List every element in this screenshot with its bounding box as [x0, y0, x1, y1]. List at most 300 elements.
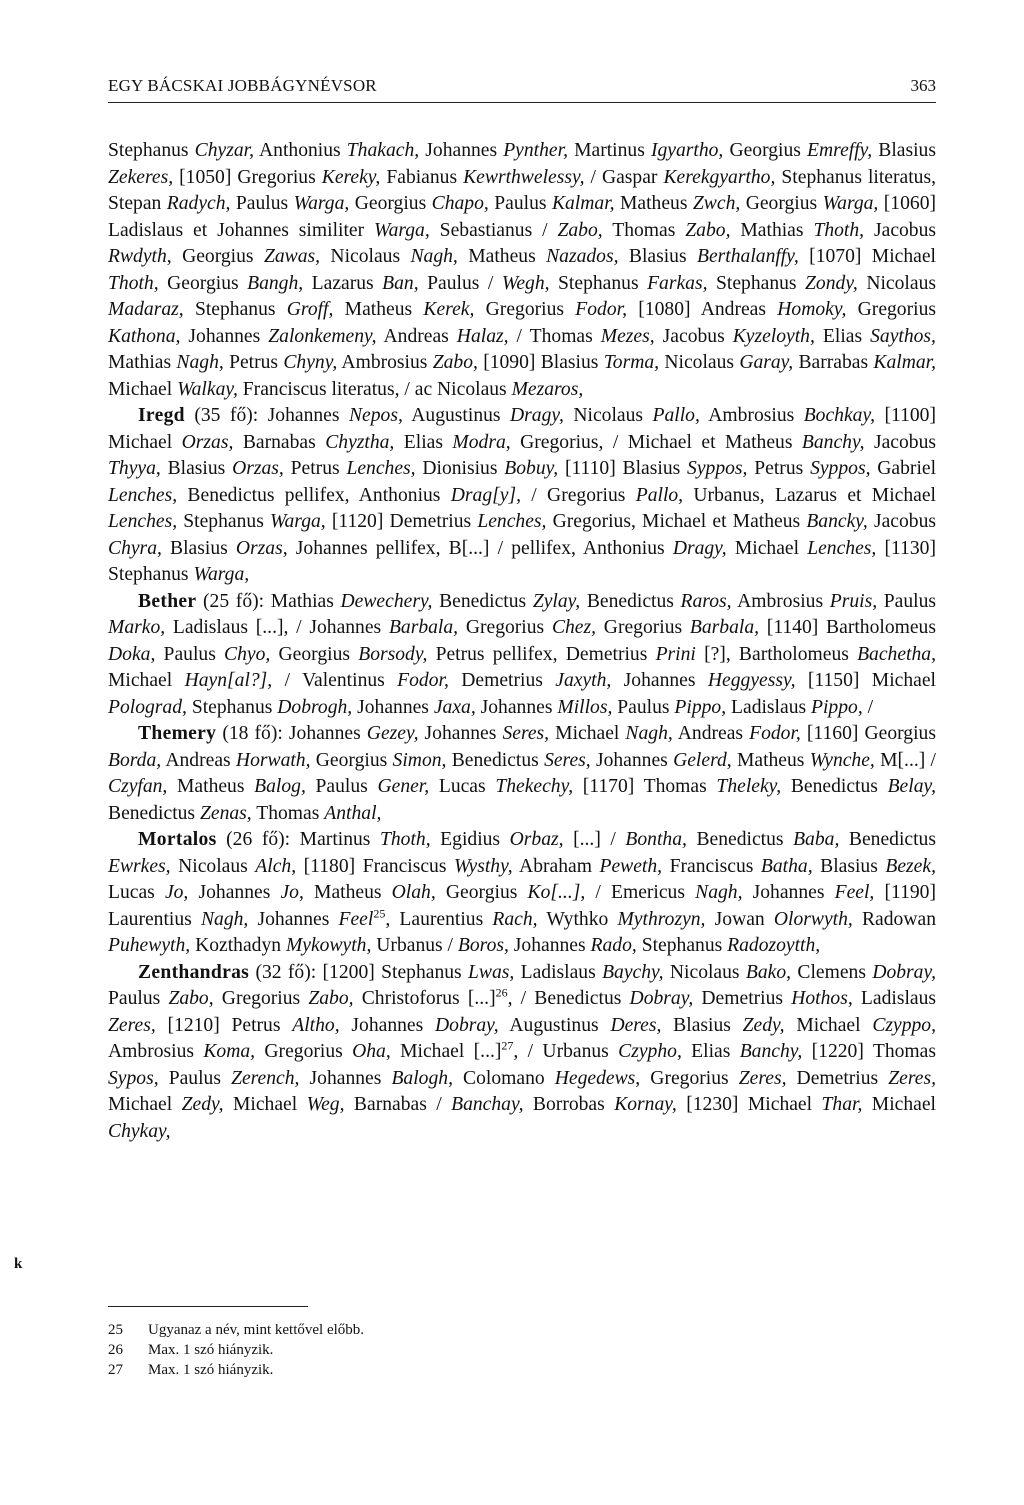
running-head: EGY BÁCSKAI JOBBÁGYNÉVSOR — [108, 76, 377, 95]
surname: Lwas, — [468, 961, 515, 983]
text-run: Urbanus, Lazarus et Michael — [683, 484, 936, 506]
surname: Barbala, — [689, 617, 760, 638]
text-run: Johannes — [180, 325, 269, 347]
text-run: Paulus — [488, 193, 552, 214]
text-run: Benedictus pellifex, Anthonius — [177, 484, 451, 506]
text-run: [1190] Laurentius — [108, 882, 936, 930]
text-run: Mathias — [730, 219, 814, 241]
text-run: Gregorius, / Michael et Matheus — [510, 431, 802, 453]
surname: Homoky, — [777, 299, 847, 320]
text-run: (25 fő): Mathias — [196, 590, 341, 612]
text-run: [1160] Georgius — [800, 723, 936, 744]
surname: Lenches, — [108, 511, 178, 532]
surname: Kereky, — [321, 166, 381, 188]
text-run: Georgius — [310, 749, 393, 771]
surname: Zwch, — [692, 193, 741, 214]
text-run: Gregorius, Michael et Matheus — [546, 511, 807, 532]
text-run: (18 fő): Johannes — [216, 723, 367, 744]
surname: Mythrozyn, — [617, 908, 706, 930]
surname: Boros, — [457, 935, 509, 956]
surname: Warga, — [822, 193, 879, 214]
text-run: Paulus — [108, 988, 169, 1009]
surname: Nagh, — [410, 246, 458, 267]
surname: Bezek, — [885, 855, 936, 877]
surname: Torma, — [603, 352, 660, 373]
surname: Bachetha, — [857, 643, 936, 665]
surname: Radych, — [166, 193, 231, 214]
surname: Hegedews, — [554, 1067, 641, 1089]
text-run: / Emericus — [585, 882, 696, 903]
surname: Emreffy, — [807, 140, 873, 161]
surname: Warga, — [293, 193, 350, 214]
text-run: Stephanus — [108, 140, 195, 161]
text-run: Petrus pellifex, Demetrius — [427, 643, 656, 665]
surname: Kerek, — [423, 299, 475, 320]
text-run: [1050] Gregorius — [173, 166, 322, 188]
surname: Lenches, — [346, 458, 416, 479]
text-run: Nicolaus — [857, 272, 936, 294]
text-run: Ambrosius — [337, 352, 433, 373]
surname: Syppos, — [687, 458, 748, 479]
text-run: Blasius — [161, 537, 236, 559]
text-run: Petrus — [223, 352, 284, 373]
text-run: [1100] Michael — [108, 405, 936, 453]
surname: Ban, — [382, 272, 419, 294]
surname: Chyny, — [283, 352, 338, 373]
surname: Dobrogh, — [277, 696, 353, 718]
text-run: , / Urbanus — [513, 1041, 619, 1062]
surname: Mezaros, — [511, 378, 584, 400]
surname: Zedy, — [181, 1094, 224, 1115]
text-run: Ambrosius — [699, 405, 804, 426]
surname: Rwdyth, — [108, 246, 172, 267]
footnote-rule — [108, 1306, 308, 1307]
text-run: Nicolaus — [663, 961, 746, 983]
surname: Rach, — [492, 908, 538, 930]
text-run: Barrabas — [793, 352, 874, 373]
text-run: Benedictus — [839, 829, 936, 850]
surname: Zalonkemeny, — [268, 325, 377, 347]
surname: Zekeres, — [108, 166, 174, 188]
text-run: Michael — [108, 1094, 182, 1115]
surname: Thyya, — [108, 458, 161, 479]
text-run: Jacobus — [864, 219, 937, 241]
surname: Fodor, — [397, 670, 449, 691]
text-run: Franciscus literatus, / ac Nicolaus — [237, 378, 512, 400]
text-run: Petrus — [747, 458, 811, 479]
surname: Czypho, — [618, 1041, 682, 1062]
text-run: Stephanus — [549, 272, 648, 294]
text-run: [1140] Bartholomeus — [759, 617, 936, 638]
text-run: Wythko — [537, 908, 618, 930]
surname: Nagh, — [176, 352, 224, 373]
surname: Nagh, — [695, 882, 743, 903]
text-run: Johannes pellifex, B[...] / pellifex, Anthonius — [287, 537, 673, 559]
surname: Wegh, — [501, 272, 550, 294]
surname: Pruis, — [829, 590, 878, 612]
place-name: Themery — [138, 723, 217, 744]
surname: Chyztha, — [325, 431, 395, 453]
text-run: Ladislaus — [852, 988, 937, 1009]
surname: Raros, — [680, 590, 732, 612]
paragraph — [108, 138, 936, 403]
text-run: Stephanus — [636, 935, 728, 956]
text-run: Petrus — [283, 458, 347, 479]
text-run: Colomano — [452, 1067, 555, 1089]
surname: Kathona, — [108, 325, 181, 347]
surname: Marko, — [108, 617, 166, 638]
text-run: / Gregorius — [520, 484, 636, 506]
text-run: Paulus — [877, 590, 937, 612]
paragraph — [108, 827, 936, 960]
text-run: Nicolaus — [320, 246, 411, 267]
surname: Czyppo, — [872, 1014, 936, 1036]
surname: Chyra, — [108, 537, 162, 559]
text-run: Matheus — [731, 749, 810, 771]
surname: Zeres, — [738, 1067, 787, 1089]
text-run: Stephanus — [177, 511, 270, 532]
text-run: Ladislaus [...], / Johannes — [165, 617, 389, 638]
surname: Barbala, — [388, 617, 459, 638]
text-run: Michael — [108, 378, 178, 400]
surname: Millos, — [557, 696, 613, 718]
surname: Berthalanffy, — [697, 246, 799, 267]
text-run: Clemens — [791, 961, 873, 983]
text-run: Blasius — [160, 458, 233, 479]
surname: Syppos, — [810, 458, 871, 479]
text-run: (26 fő): Martinus — [216, 829, 380, 850]
text-run: Kozthadyn — [190, 935, 286, 956]
text-run: Thomas — [251, 802, 325, 824]
text-run: Johannes — [419, 140, 504, 161]
text-run: Paulus — [155, 643, 225, 665]
text-run: Elias — [394, 431, 453, 453]
text-run: Lazarus — [303, 272, 383, 294]
surname: Bochkay, — [803, 405, 875, 426]
surname: Kalmar, — [551, 193, 615, 214]
surname: Fodor, — [749, 723, 801, 744]
text-run: Stephanus — [707, 272, 806, 294]
text-run: , Laurentius — [385, 908, 493, 930]
text-run: Matheus — [333, 299, 424, 320]
text-run: Elias — [814, 325, 871, 347]
surname: Chykay, — [108, 1120, 171, 1142]
text-run: Paulus — [230, 193, 294, 214]
surname: Banchy, — [801, 431, 865, 453]
surname: Lenches, — [807, 537, 877, 559]
surname: Thoth, — [108, 272, 159, 294]
text-run: Blasius — [872, 140, 936, 161]
text-run: [1180] Franciscus — [296, 855, 454, 877]
text-run: Augustinus — [498, 1014, 611, 1036]
text-run: Gregorius — [640, 1067, 739, 1089]
text-run: Lucas — [429, 776, 496, 797]
footnote-number: 26 — [108, 1342, 123, 1358]
surname: Thakach, — [346, 140, 420, 161]
text-run: Paulus — [158, 1067, 232, 1089]
text-run: [1090] Blasius — [477, 352, 604, 373]
surname: Sypos, — [108, 1067, 159, 1089]
text-run: [1120] Demetrius — [325, 511, 478, 532]
surname: Theleky, — [716, 776, 782, 797]
text-run: Jacobus — [654, 325, 733, 347]
text-run: Jacobus — [867, 511, 937, 532]
text-run: Demetrius — [448, 670, 556, 691]
surname: Zabo, — [685, 219, 731, 241]
text-run: Egidius — [430, 829, 510, 850]
surname: Fodor, — [575, 299, 628, 320]
footnote-text: Ugyanaz a név, mint kettővel előbb. — [148, 1322, 365, 1338]
surname: Mezes, — [600, 325, 655, 347]
surname: Baychy, — [602, 961, 664, 983]
surname: Thar, — [821, 1094, 863, 1115]
surname: Zondy, — [805, 272, 858, 294]
surname: Zawas, — [263, 246, 321, 267]
surname: Igyartho, — [650, 140, 724, 161]
surname: Borda, — [108, 749, 162, 771]
text-run: Ladislaus — [514, 961, 603, 983]
text-run: Benedictus — [432, 590, 533, 612]
surname: Zeres, — [108, 1014, 156, 1036]
text-run: Georgius — [723, 140, 808, 161]
surname: Banchay, — [451, 1094, 524, 1115]
place-name: Bether — [138, 590, 197, 612]
surname: Batha, — [760, 855, 813, 877]
text-run: Ambrosius — [108, 1041, 204, 1062]
page-number: 363 — [910, 76, 936, 95]
text-run: [1080] Andreas — [627, 299, 778, 320]
surname: Alch, — [255, 855, 297, 877]
footnote-number: 25 — [108, 1322, 123, 1338]
text-run: Andreas — [376, 325, 457, 347]
surname: Orzas, — [181, 431, 234, 453]
text-run: [1230] Michael — [676, 1094, 822, 1115]
surname: Nagh, — [625, 723, 673, 744]
text-run: Gabriel — [870, 458, 937, 479]
text-run: Gregorius — [596, 617, 690, 638]
surname: Pynther, — [503, 140, 568, 161]
surname: Dragy, — [510, 405, 564, 426]
text-run: Nicolaus — [170, 855, 256, 877]
surname: Kyzeloyth, — [732, 325, 815, 347]
surname: Zerench, — [231, 1067, 300, 1089]
text-run: Mathias — [108, 352, 177, 373]
text-run: Georgius — [349, 193, 432, 214]
surname: Walkay, — [177, 378, 238, 400]
place-name: Iregd — [138, 405, 185, 426]
surname: Warga, — [269, 511, 326, 532]
surname: Kalmar, — [873, 352, 937, 373]
surname: Jaxyth, — [555, 670, 612, 691]
surname: Bancky, — [806, 511, 868, 532]
footnote-ref: 25 — [373, 905, 386, 920]
text-run: Anthonius — [254, 140, 347, 161]
surname: Saythos, — [870, 325, 936, 347]
surname: Chapo, — [431, 193, 489, 214]
text-run: Matheus — [303, 882, 392, 903]
text-run: Jowan — [705, 908, 774, 930]
text-run: Lucas — [108, 882, 165, 903]
text-run: Benedictus — [108, 802, 200, 824]
text-run: [...] / — [563, 829, 626, 850]
text-run: [1220] Thomas — [802, 1041, 936, 1062]
surname: Feel, — [834, 882, 875, 903]
text-run: Barnabas / — [344, 1094, 452, 1115]
surname: Groff, — [286, 299, 334, 320]
surname: Zabo, — [168, 988, 214, 1009]
surname: Chez, — [551, 617, 597, 638]
surname: Radozoytth, — [727, 935, 821, 956]
text-run: Johannes — [475, 696, 558, 718]
surname: Polograd, — [108, 696, 187, 718]
surname: Czyfan, — [108, 776, 168, 797]
surname: Lenches, — [108, 484, 178, 506]
surname: Feel — [338, 908, 374, 930]
text-run: Benedictus — [580, 590, 681, 612]
surname: Orzas, — [235, 537, 288, 559]
surname: Madaraz, — [108, 299, 184, 320]
surname: Pippo, — [811, 696, 863, 718]
text-run: Demetrius — [693, 988, 792, 1009]
surname: Borsody, — [358, 643, 428, 665]
surname: Lenches, — [477, 511, 547, 532]
surname: Belay, — [887, 776, 937, 797]
surname: Chyo, — [224, 643, 271, 665]
surname: Olorwyth, — [773, 908, 853, 930]
surname: Nepos, — [348, 405, 403, 426]
text-run: Thomas — [602, 219, 686, 241]
surname: Dobray, — [435, 1014, 499, 1036]
surname: Bontha, — [625, 829, 687, 850]
surname: Gezey, — [366, 723, 419, 744]
margin-mark: k — [14, 1256, 23, 1272]
footnote — [108, 1320, 608, 1340]
surname: Warga, — [374, 219, 430, 241]
text-run: Michael — [784, 1014, 873, 1036]
text-run: [?], Bartholomeus — [695, 643, 858, 665]
surname: Bako, — [745, 961, 792, 983]
surname: Prini — [655, 643, 696, 665]
paragraph — [108, 960, 936, 1146]
text-run: Ladislaus — [726, 696, 812, 718]
surname: Anthal, — [324, 802, 382, 824]
surname: Wysthy, — [454, 855, 513, 877]
surname: Zedy, — [742, 1014, 785, 1036]
surname: Nagh, — [200, 908, 249, 930]
text-run: Augustinus — [402, 405, 511, 426]
surname: Halaz, — [456, 325, 509, 347]
surname: Zabo, — [557, 219, 603, 241]
text-run: Sebastianus / — [429, 219, 558, 241]
surname: Balogh, — [391, 1067, 453, 1089]
text-run: Fabianus — [380, 166, 464, 188]
text-run: Stephanus — [183, 299, 287, 320]
surname: Zabo, — [308, 988, 354, 1009]
text-run: Blasius — [661, 1014, 743, 1036]
text-run: (35 fő): Johannes — [184, 405, 349, 426]
page-header — [108, 74, 936, 104]
surname: Kerekgyartho, — [663, 166, 776, 188]
text-run: Paulus — [612, 696, 675, 718]
surname: Banchy, — [739, 1041, 803, 1062]
paragraph — [108, 403, 936, 589]
surname: Kewrthwelessy, — [463, 166, 585, 188]
surname: Dewechery, — [340, 590, 433, 612]
text-run: Gregorius — [846, 299, 936, 320]
text-run: Jacobus — [864, 431, 936, 453]
text-run: Johannes — [508, 935, 591, 956]
text-run: Benedictus — [781, 776, 888, 797]
text-run: Dionisius — [415, 458, 505, 479]
text-run: Johannes — [742, 882, 835, 903]
surname: Altho, — [292, 1014, 340, 1036]
text-run: Nicolaus — [563, 405, 653, 426]
text-run: M[...] / — [874, 749, 936, 771]
text-run: Johannes — [352, 696, 434, 718]
text-run: Michael — [223, 1094, 307, 1115]
text-run: Johannes — [299, 1067, 392, 1089]
text-run: Martinus — [567, 140, 651, 161]
text-run: Georgius — [435, 882, 528, 903]
surname: Rado, — [590, 935, 637, 956]
surname: Bobuy, — [504, 458, 559, 479]
surname: Drag[y], — [450, 484, 521, 506]
text-run: Benedictus — [446, 749, 545, 771]
surname: Wynche, — [809, 749, 875, 771]
surname: Thoth, — [379, 829, 431, 850]
text-run: Christoforus [...] — [353, 988, 496, 1009]
text-run: Blasius — [812, 855, 886, 877]
paragraph — [108, 589, 936, 722]
text-run: Gregorius — [474, 299, 576, 320]
paragraph — [108, 721, 936, 827]
text-run: Johannes — [590, 749, 674, 771]
text-run: Michael [...] — [390, 1041, 502, 1062]
surname: Puhewyth, — [108, 935, 191, 956]
text-run: [1130] Stephanus — [108, 537, 936, 585]
text-run: Johannes — [188, 882, 281, 903]
body-text — [108, 138, 936, 1145]
text-run: Stephanus — [186, 696, 278, 718]
surname: Jaxa, — [433, 696, 476, 718]
text-run: Gregorius — [458, 617, 552, 638]
surname: Oha, — [352, 1041, 391, 1062]
text-run: Georgius — [158, 272, 248, 294]
surname: Seres, — [502, 723, 550, 744]
text-run: Johannes — [339, 1014, 435, 1036]
text-run: Johannes — [611, 670, 708, 691]
text-run: [1110] Blasius — [558, 458, 688, 479]
surname: Seres, — [544, 749, 591, 771]
header-rule — [108, 102, 936, 103]
surname: Jo, — [280, 882, 304, 903]
surname: Warga, — [193, 564, 250, 585]
text-run: Barnabas — [233, 431, 326, 453]
surname: Ewrkes, — [108, 855, 171, 877]
surname: Dobray, — [872, 961, 936, 983]
surname: Koma, — [203, 1041, 256, 1062]
footnote-ref: 26 — [495, 985, 508, 1000]
surname: Modra, — [452, 431, 511, 453]
text-run: [1210] Petrus — [155, 1014, 293, 1036]
text-run: Paulus — [305, 776, 378, 797]
surname: Hothos, — [791, 988, 853, 1009]
surname: Deres, — [610, 1014, 662, 1036]
footnote-number: 27 — [108, 1362, 123, 1378]
surname: Zeres, — [888, 1067, 936, 1089]
surname: Dobray, — [629, 988, 694, 1009]
surname: Garay, — [739, 352, 794, 373]
